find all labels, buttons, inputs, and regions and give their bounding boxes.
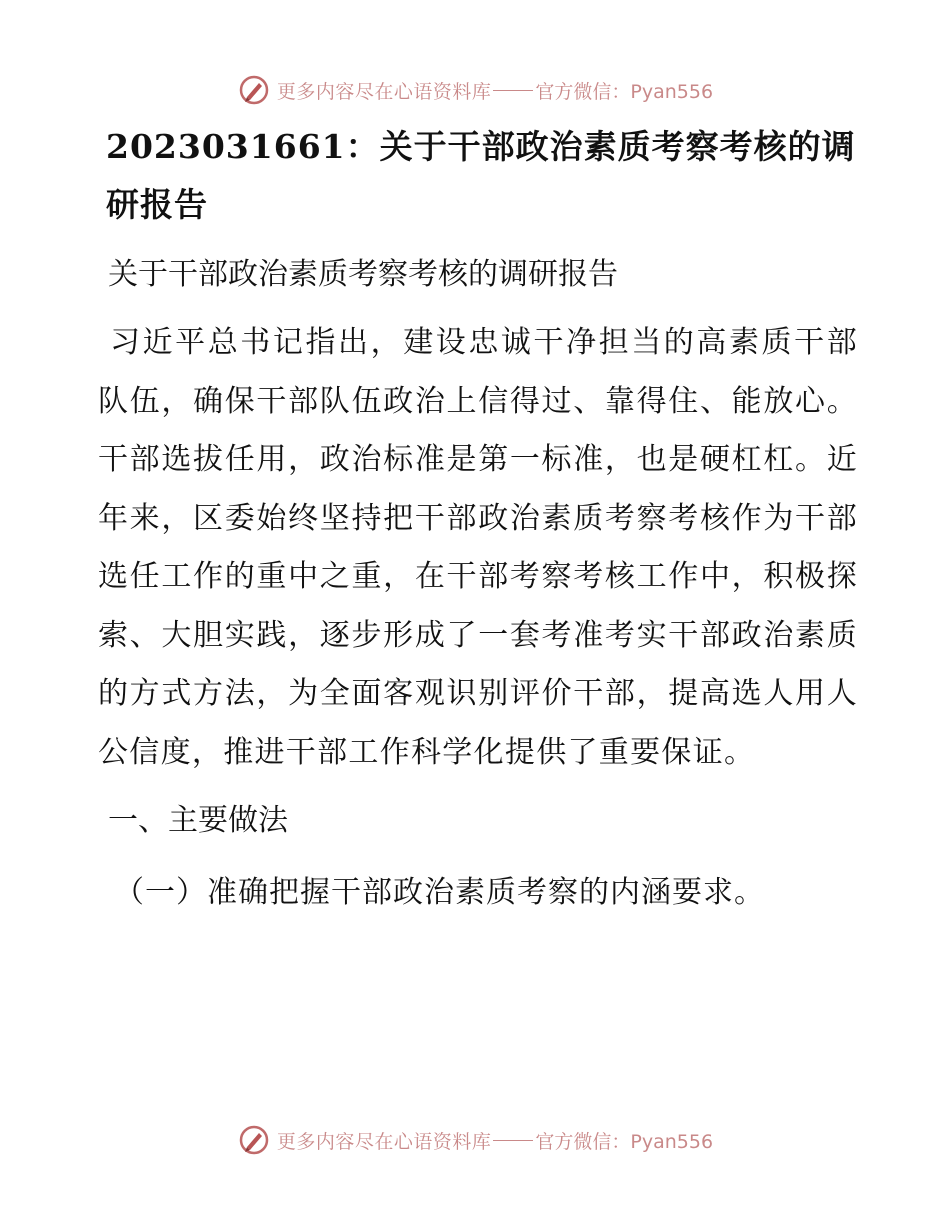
paragraph-text: 习近平总书记指出，建设忠诚干净担当的高素质干部队伍，确保干部队伍政治上信得过、靠得住、能放心。干部选拔任用，政治标准是第一标准，也是硬杠杠。近年来，区委始终坚持把干部政治素质考察考核作为干部选任工作的重中之重，在干部考察考核工作中，积极探索、大胆实践，逐步形成了一套考准考实干部政治素质的方式方法，为全面客观识别评价干部，提高选人用人公信度，推进干部工作科学化提供了重要保证。 — [98, 325, 858, 770]
banner-text: 更多内容尽在心语资料库 — [276, 80, 492, 103]
banner-text: 更多内容尽在心语资料库 — [276, 1130, 492, 1153]
document-body — [98, 118, 858, 922]
banner-dash-divider — [493, 1140, 533, 1141]
banner-wechat: 官方微信：Pyan556 — [535, 1130, 714, 1153]
banner-dash-divider — [493, 90, 533, 91]
document-title: 2023031661：关于干部政治素质考察考核的调研报告 — [106, 127, 856, 224]
header-watermark-banner — [0, 70, 950, 110]
sub-heading: （一）准确把握干部政治素质考察的内涵要求。 — [114, 875, 765, 910]
pen-circle-logo-icon — [237, 73, 271, 107]
document-subtitle: 关于干部政治素质考察考核的调研报告 — [108, 257, 618, 292]
body-paragraph — [98, 314, 858, 782]
section-heading: 一、主要做法 — [108, 803, 288, 838]
pen-circle-logo-icon — [237, 1123, 271, 1157]
banner-wechat: 官方微信：Pyan556 — [535, 80, 714, 103]
footer-watermark-banner — [0, 1120, 950, 1160]
